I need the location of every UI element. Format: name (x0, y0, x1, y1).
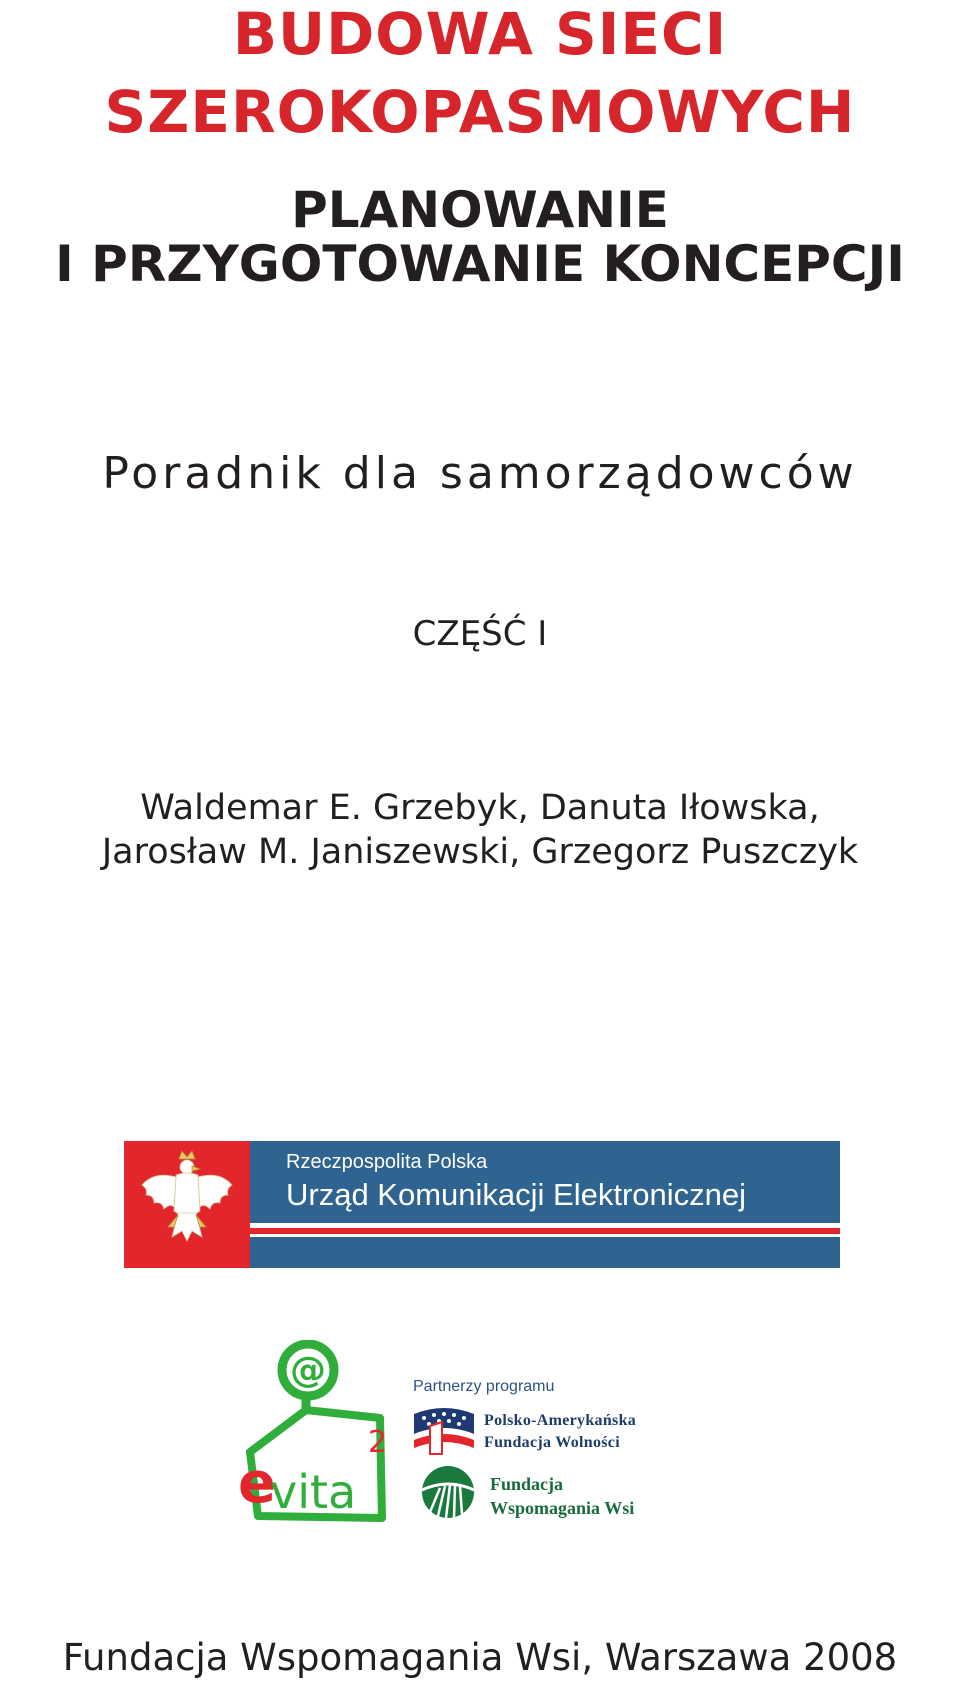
title-line-2: SZEROKOPASMOWYCH (104, 78, 856, 146)
flag-stars-stripes-icon (412, 1404, 476, 1456)
uke-flag (124, 1141, 250, 1268)
partners-label: Partnerzy programu (413, 1378, 555, 1395)
uke-office-name: Urząd Komunikacji Elektronicznej (286, 1177, 747, 1212)
banner-stripe-white-lower (250, 1234, 840, 1237)
title-line-1: BUDOWA SIECI (232, 0, 728, 68)
subtitle-line-2: I PRZYGOTOWANIE KONCEPCJI (55, 235, 905, 293)
pafw-name-line-2: Fundacja Wolności (484, 1434, 620, 1451)
publisher-footer: Fundacja Wspomagania Wsi, Warszawa 2008 (62, 1636, 898, 1679)
fww-name-line-2: Wspomagania Wsi (490, 1498, 635, 1518)
authors-line-1: Waldemar E. Grzebyk, Danuta Iłowska, (140, 788, 820, 828)
evita-at-sign: @ (290, 1350, 326, 1391)
evita-e-letter: e (240, 1451, 276, 1516)
evita-house-icon (240, 1340, 420, 1528)
guide-subtitle: Poradnik dla samorządowców (102, 448, 858, 499)
uke-banner (124, 1141, 840, 1268)
evita-superscript: 2 (368, 1425, 388, 1460)
part-label: CZĘŚĆ I (412, 614, 548, 654)
fww-name-line-1: Fundacja (490, 1474, 564, 1494)
uke-country-name: Rzeczpospolita Polska (286, 1151, 488, 1173)
white-eagle-emblem-icon (124, 1141, 250, 1268)
pafw-name-line-1: Polsko-Amerykańska (484, 1412, 637, 1429)
evita-text: vita (270, 1465, 357, 1519)
evita-logo (240, 1340, 420, 1528)
pafw-name (484, 1410, 636, 1454)
fww-name (490, 1472, 634, 1520)
subtitle-line-1: PLANOWANIE (291, 181, 669, 239)
authors-line-2: Jarosław M. Janiszewski, Grzegorz Puszczyk (101, 832, 859, 872)
green-field-circle-icon (420, 1464, 476, 1520)
